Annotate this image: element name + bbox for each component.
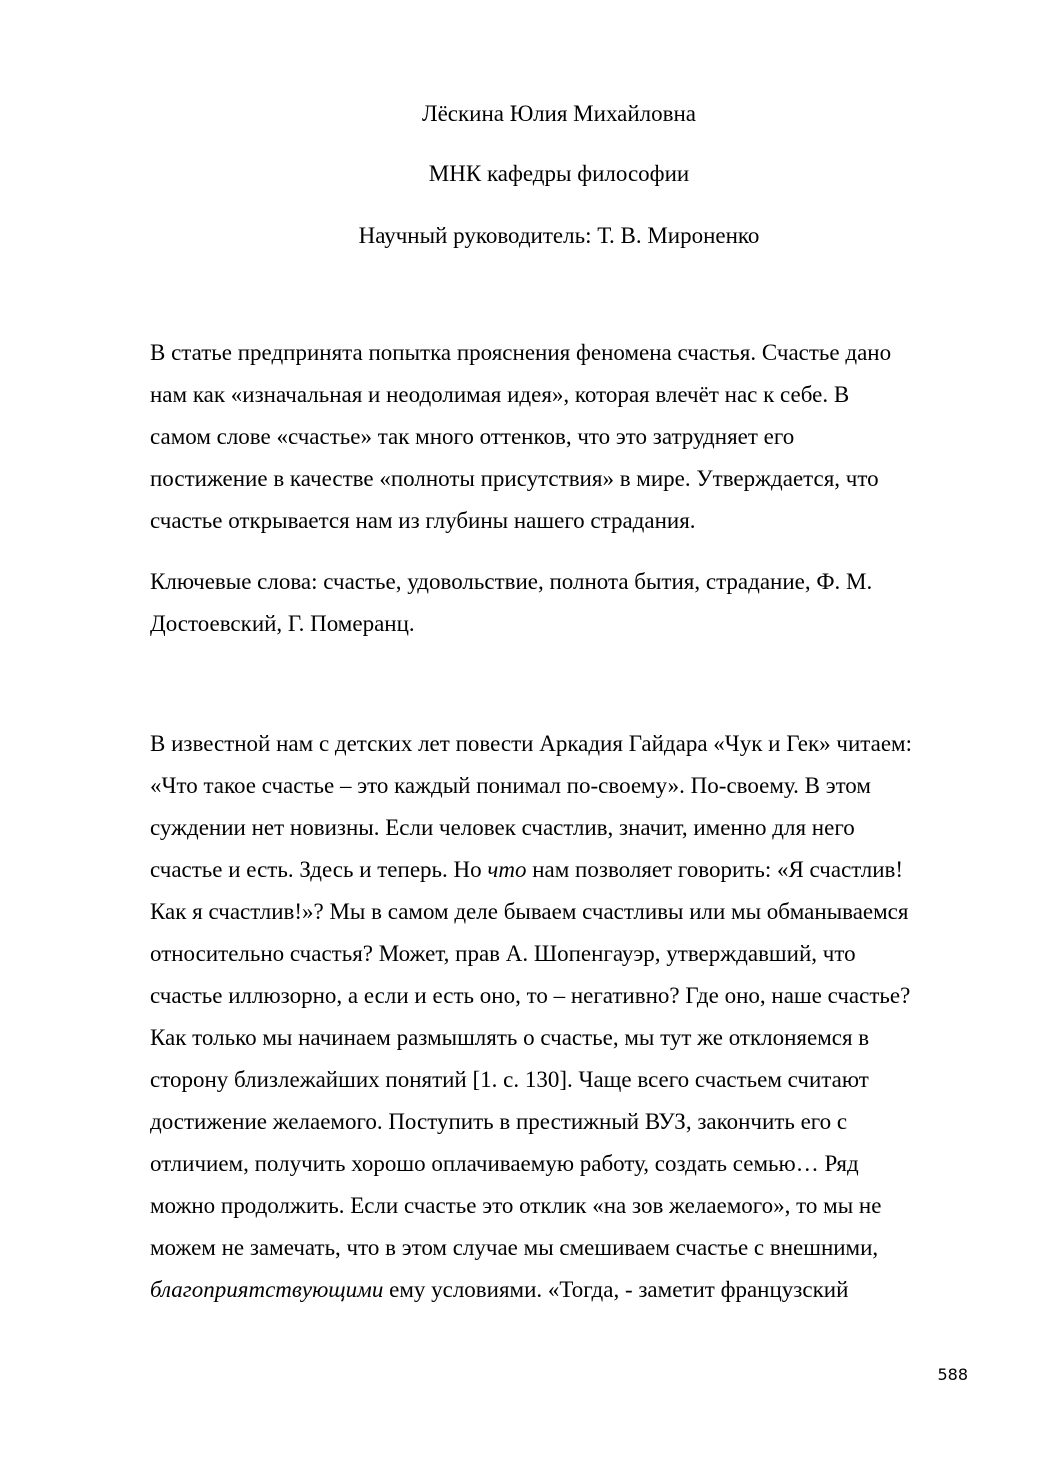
body-line: можно продолжить. Если счастье это отклик «на зов желаемого», то мы не <box>150 1193 882 1218</box>
body-line: относительно счастья? Может, прав А. Шопенгауэр, утверждавший, что <box>150 941 856 966</box>
body-line-text: нам позволяет говорить: «Я счастлив! <box>526 857 904 882</box>
abstract-line: самом слове «счастье» так много оттенков, что это затрудняет его <box>150 424 795 449</box>
body-line-text: ему условиями. «Тогда, - заметит французский <box>383 1277 849 1302</box>
body-line: достижение желаемого. Поступить в престижный ВУЗ, закончить его с <box>150 1109 848 1134</box>
italic-emphasis: благоприятствующими <box>150 1277 384 1302</box>
body-line: сторону близлежайших понятий [1. с. 130]. Чаще всего счастьем считают <box>150 1067 869 1092</box>
body-line-text: счастье и есть. Здесь и теперь. Но <box>150 857 488 882</box>
body-line: «Что такое счастье – это каждый понимал по-своему». По-своему. В этом <box>150 773 871 798</box>
abstract-line: В статье предпринята попытка прояснения феномена счастья. Счастье дано <box>150 340 892 365</box>
body-line <box>150 849 980 891</box>
page-number: 588 <box>937 1365 968 1384</box>
body-paragraph <box>150 723 980 1311</box>
abstract-line: нам как «изначальная и неодолимая идея», которая влечёт нас к себе. В <box>150 382 850 407</box>
author-name: Лёскина Юлия Михайловна <box>421 101 697 126</box>
body-line: счастье иллюзорно, а если и есть оно, то – негативно? Где оно, наше счастье? <box>150 983 911 1008</box>
scientific-supervisor: Научный руководитель: Т. В. Мироненко <box>358 223 760 248</box>
body-line: Как я счастлив!»? Мы в самом деле бываем счастливы или мы обманываемся <box>150 899 909 924</box>
keywords-line: Ключевые слова: счастье, удовольствие, полнота бытия, страдание, Ф. М. <box>150 569 873 594</box>
abstract-line: счастье открывается нам из глубины нашего страдания. <box>150 508 696 533</box>
keywords-paragraph <box>150 561 980 645</box>
body-line: можем не замечать, что в этом случае мы смешиваем счастье с внешними, <box>150 1235 879 1260</box>
body-line: суждении нет новизны. Если человек счастлив, значит, именно для него <box>150 815 855 840</box>
author-affiliation: МНК кафедры философии <box>428 161 690 186</box>
body-line: отличием, получить хорошо оплачиваемую работу, создать семью… Ряд <box>150 1151 859 1176</box>
body-line: Как только мы начинаем размышлять о счастье, мы тут же отклоняемся в <box>150 1025 870 1050</box>
body-line: В известной нам с детских лет повести Аркадия Гайдара «Чук и Гек» читаем: <box>150 731 912 756</box>
keywords-line: Достоевский, Г. Померанц. <box>150 611 415 636</box>
body-line <box>150 1269 980 1311</box>
abstract-line: постижение в качестве «полноты присутствия» в мире. Утверждается, что <box>150 466 879 491</box>
abstract-paragraph <box>150 332 980 542</box>
italic-emphasis: что <box>487 857 527 882</box>
